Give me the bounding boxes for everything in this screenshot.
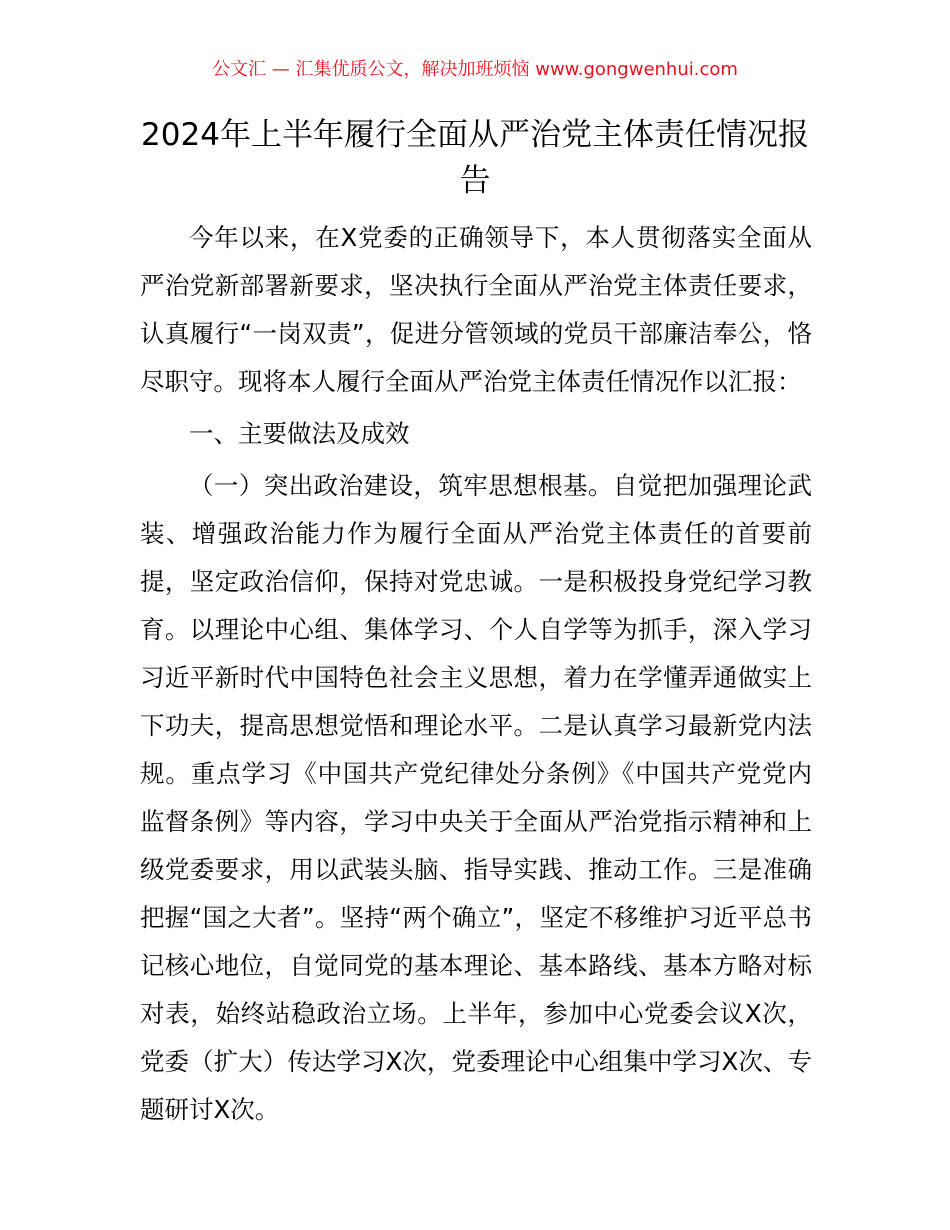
section-heading: 一、主要做法及成效 bbox=[189, 419, 410, 448]
section-paragraph: （一）突出政治建设，筑牢思想根基。自觉把加强理论武装、增强政治能力作为履行全面从严治党主体责任的首要前提，坚定政治信仰，保持对党忠诚。一是积极投身党纪学习教育。以理论中心组、集体学习、个人自学等为抓手，深入学习习近平新时代中国特色社会主义思想，着力在学懂弄通做实上下功夫，提高思想觉悟和理论水平。二是认真学习最新党内法规。重点学习《中国共产党纪律处分条例》《中国共产党党内监督条例》等内容，学习中央关于全面从严治党指示精神和上级党委要求，用以武装头脑、指导实践、推动工作。三是准确把握“国之大者”。坚持“两个确立”，坚定不移维护习近平总书记核心地位，自觉同党的基本理论、基本路线、基本方略对标对表，始终站稳政治立场。上半年，参加中心党委会议X次，党委（扩大）传达学习X次，党委理论中心组集中学习X次、专题研讨X次。 bbox=[140, 471, 812, 1124]
intro-paragraph: 今年以来，在X党委的正确领导下，本人贯彻落实全面从严治党新部署新要求，坚决执行全面从严治党主体责任要求，认真履行“一岗双责”，促进分管领域的党员干部廉洁奉公，恪尽职守。现将本人履行全面从严治党主体责任情况作以汇报： bbox=[140, 223, 812, 396]
site-banner: 公文汇 — 汇集优质公文，解决加班烦恼 www.gongwenhui.com bbox=[212, 59, 738, 80]
document-title: 2024年上半年履行全面从严治党主体责任情况报告 bbox=[141, 117, 809, 199]
document-body bbox=[140, 214, 812, 1138]
